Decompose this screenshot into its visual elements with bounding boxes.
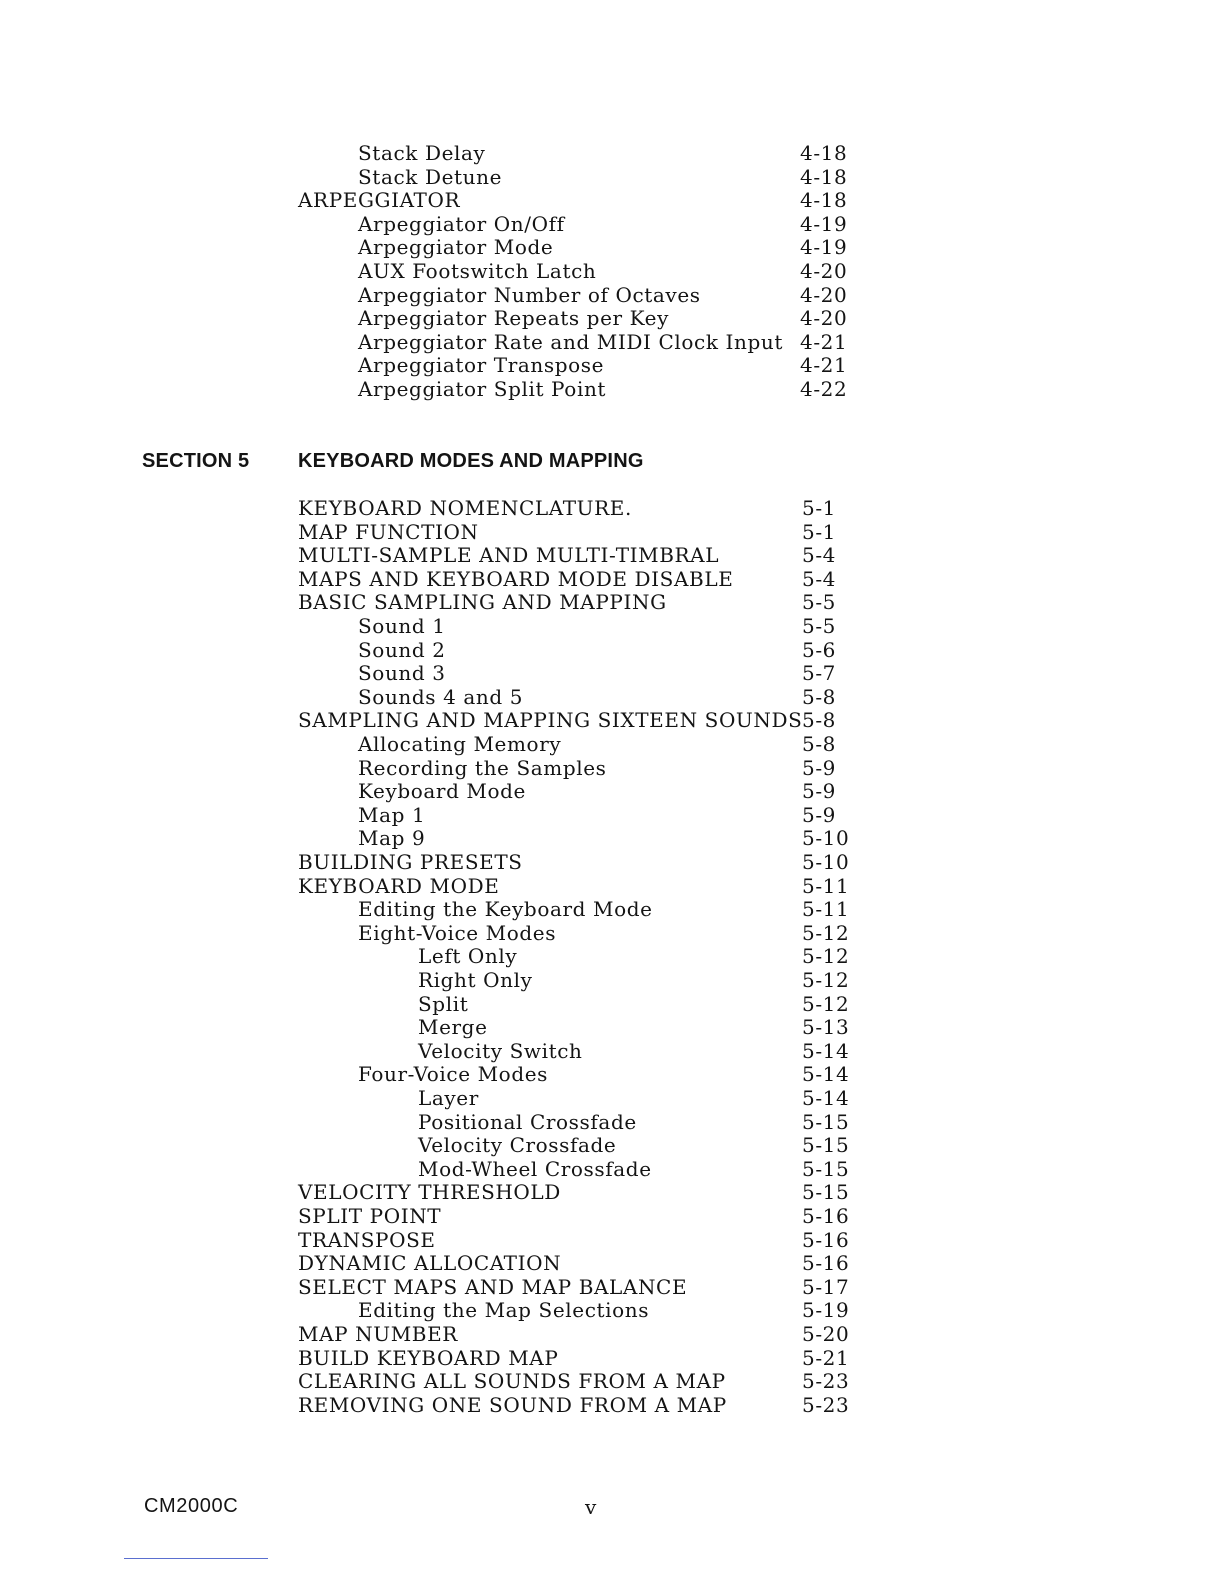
bottom-rule [124, 1558, 268, 1559]
toc-entry-title: SPLIT POINT [298, 1204, 442, 1228]
toc-entry-page: 5-4 [802, 543, 837, 568]
toc-entry-page: 5-4 [802, 566, 837, 591]
toc-entry-title: REMOVING ONE SOUND FROM A MAP [298, 1392, 727, 1417]
toc-entry-title: MAPS AND KEYBOARD MODE DISABLE [298, 566, 734, 591]
toc-entry-title: DYNAMIC ALLOCATION [298, 1251, 562, 1276]
toc-entry [358, 259, 900, 283]
toc-entry-title: CLEARING ALL SOUNDS FROM A MAP [298, 1369, 726, 1394]
toc-entry [358, 235, 900, 259]
toc-entry [358, 732, 900, 756]
toc-entry-title: Allocating Memory [358, 732, 562, 756]
toc-entry [298, 567, 900, 591]
toc-entry-title: Map 9 [358, 826, 426, 851]
toc-entry [358, 897, 900, 921]
toc-entry-title: Map 1 [358, 802, 426, 827]
toc-entry [418, 1110, 900, 1134]
toc-entry-title: MAP FUNCTION [298, 519, 479, 544]
toc-entry [418, 1015, 900, 1039]
toc-entry-page: 5-7 [802, 661, 837, 686]
toc-entry-page: 5-14 [802, 1062, 850, 1087]
footer-page-number: v [585, 1495, 597, 1519]
toc-entry-title: KEYBOARD MODE [298, 873, 500, 898]
toc-entry-page: 5-1 [802, 496, 837, 520]
toc-entry [298, 496, 900, 520]
toc-entry-page: 5-20 [802, 1322, 850, 1346]
toc-entry [298, 1228, 900, 1252]
toc-entry [298, 1322, 900, 1346]
toc-entry [298, 1204, 900, 1228]
toc-entry [298, 1180, 900, 1204]
toc-entry-page: 4-21 [800, 329, 848, 354]
toc-entry [358, 1298, 900, 1322]
toc-entry [298, 708, 900, 732]
toc-entry-title: Velocity Crossfade [418, 1133, 617, 1158]
toc-entry-page: 5-15 [802, 1109, 850, 1134]
toc-entry [418, 1086, 900, 1110]
toc-entry-title: TRANSPOSE [298, 1227, 436, 1252]
toc-entry-title: Positional Crossfade [418, 1109, 637, 1134]
toc-entry-page: 5-9 [802, 802, 837, 827]
toc-entry-title: Stack Delay [358, 141, 486, 165]
toc-entry-page: 5-6 [802, 637, 837, 662]
toc-entry [358, 803, 900, 827]
toc-entry-page: 4-19 [800, 211, 848, 236]
toc-entry [358, 165, 900, 189]
toc-entry-page: 4-18 [800, 141, 848, 165]
toc-entry [358, 756, 900, 780]
toc-entry-title: Arpeggiator On/Off [358, 211, 565, 236]
toc-entry-page: 5-9 [802, 755, 837, 780]
toc-entry-page: 5-16 [802, 1227, 850, 1252]
toc-entry-title: Arpeggiator Split Point [358, 377, 607, 401]
toc-entry-title: ARPEGGIATOR [298, 188, 461, 213]
toc-entry-title: Merge [418, 1015, 488, 1040]
toc-entry-title: Eight-Voice Modes [358, 920, 557, 945]
toc-entry-title: Keyboard Mode [358, 779, 526, 804]
toc-entry-title: Left Only [418, 944, 518, 969]
toc-entry-page: 5-12 [802, 920, 850, 945]
toc-entry-title: VELOCITY THRESHOLD [298, 1180, 561, 1205]
toc-entry [358, 826, 900, 850]
toc-entry-title: Editing the Map Selections [358, 1298, 650, 1323]
toc-entry-title: SELECT MAPS AND MAP BALANCE [298, 1274, 688, 1299]
toc-entry-page: 5-23 [802, 1369, 850, 1394]
toc-entry-title: BASIC SAMPLING AND MAPPING [298, 590, 667, 615]
toc-entry-title: Arpeggiator Transpose [358, 353, 605, 378]
toc-entry [418, 1039, 900, 1063]
toc-entry [358, 921, 900, 945]
toc-entry-page: 5-15 [802, 1180, 850, 1205]
toc-entry [358, 614, 900, 638]
toc-entry-title: Sound 1 [358, 614, 446, 638]
toc-entry-title: Arpeggiator Rate and MIDI Clock Input [358, 329, 783, 354]
toc-entry [418, 1157, 900, 1181]
toc-entry [358, 353, 900, 377]
toc-entry [298, 520, 900, 544]
toc-entry-page: 5-5 [802, 614, 837, 638]
toc-entry [418, 944, 900, 968]
toc-entry-page: 5-17 [802, 1274, 850, 1299]
toc-entry-page: 4-22 [800, 377, 848, 401]
toc-entry-title: BUILDING PRESETS [298, 850, 523, 874]
toc-entry-title: SAMPLING AND MAPPING SIXTEEN SOUNDS [298, 708, 803, 733]
toc-entry [358, 779, 900, 803]
toc-entry-title: Arpeggiator Number of Octaves [358, 282, 701, 307]
toc-entry-page: 5-8 [802, 708, 837, 733]
toc-entry-title: Right Only [418, 968, 533, 992]
toc-entry-title: Sound 3 [358, 661, 446, 686]
toc-entry-title: Layer [418, 1086, 479, 1110]
toc-entry-page: 5-10 [802, 826, 850, 851]
toc-entry-page: 5-8 [802, 684, 837, 709]
toc-entry [298, 1275, 900, 1299]
toc-entry-title: BUILD KEYBOARD MAP [298, 1345, 559, 1370]
toc-entry [358, 638, 900, 662]
toc-entry [418, 1133, 900, 1157]
toc-entry-title: MAP NUMBER [298, 1322, 458, 1346]
toc-entry [358, 212, 900, 236]
toc-entry-title: Arpeggiator Repeats per Key [358, 306, 669, 331]
toc-entry-page: 4-20 [800, 282, 848, 307]
toc-entry-page: 5-12 [802, 944, 850, 969]
toc-entry-title: Stack Detune [358, 164, 503, 189]
toc-entry [358, 685, 900, 709]
toc-entry [298, 1251, 900, 1275]
toc-entry [298, 1393, 900, 1417]
toc-entry-page: 4-20 [800, 259, 848, 283]
toc-entry-title: Sounds 4 and 5 [358, 684, 524, 709]
toc-entry-page: 4-19 [800, 235, 848, 260]
toc-entry-page: 5-8 [802, 732, 837, 756]
toc-entry [298, 1369, 900, 1393]
toc-entry-page: 5-14 [802, 1086, 850, 1110]
toc-entry-page: 4-21 [800, 353, 848, 378]
toc-entry [298, 850, 900, 874]
toc-entry-page: 5-15 [802, 1156, 850, 1181]
toc-entry-page: 5-16 [802, 1204, 850, 1228]
toc-entry-page: 4-18 [800, 188, 848, 213]
toc-entry-page: 5-14 [802, 1038, 850, 1063]
toc-entry-title: KEYBOARD NOMENCLATURE. [298, 496, 632, 520]
toc-entry [358, 661, 900, 685]
toc-entry-page: 5-19 [802, 1298, 850, 1323]
toc-entry-page: 5-16 [802, 1251, 850, 1276]
toc-entry [298, 1346, 900, 1370]
toc-entry [358, 330, 900, 354]
toc-entry-page: 4-20 [800, 306, 848, 331]
toc-entry-page: 5-11 [802, 873, 850, 898]
toc-entry-page: 4-18 [800, 164, 848, 189]
toc-entry-page: 5-23 [802, 1392, 850, 1417]
toc-entry-page: 5-9 [802, 779, 837, 804]
toc-entry [358, 141, 900, 165]
toc-entry-title: Split [418, 991, 469, 1016]
toc-entry [298, 188, 900, 212]
toc-entry [358, 1062, 900, 1086]
toc-entry-page: 5-12 [802, 968, 850, 992]
toc-entry [358, 306, 900, 330]
section-title: KEYBOARD MODES AND MAPPING [298, 450, 644, 472]
footer-doc-id: CM2000C [144, 1495, 239, 1517]
toc-entry-title: Editing the Keyboard Mode [358, 897, 653, 922]
toc-entry-page: 5-1 [802, 519, 837, 544]
toc-entry-page: 5-5 [802, 590, 837, 615]
toc-entry [418, 992, 900, 1016]
toc-entry [298, 543, 900, 567]
toc-entry-page: 5-15 [802, 1133, 850, 1158]
toc-entry-page: 5-13 [802, 1015, 850, 1040]
toc-entry [298, 590, 900, 614]
toc-entry-title: AUX Footswitch Latch [358, 259, 597, 283]
toc-entry-title: Recording the Samples [358, 755, 607, 780]
toc-entry-page: 5-12 [802, 991, 850, 1016]
toc-entry-title: Arpeggiator Mode [358, 235, 554, 260]
toc-entry [358, 377, 900, 401]
toc-entry-page: 5-11 [802, 897, 850, 922]
toc-entry-page: 5-21 [802, 1345, 850, 1370]
toc-entry-title: MULTI-SAMPLE AND MULTI-TIMBRAL [298, 543, 720, 568]
toc-entry [298, 874, 900, 898]
toc-entry-title: Mod-Wheel Crossfade [418, 1156, 652, 1181]
toc-entry [418, 968, 900, 992]
toc-entry-title: Four-Voice Modes [358, 1062, 549, 1087]
toc-entry-title: Sound 2 [358, 637, 446, 662]
section-label: SECTION 5 [142, 450, 250, 472]
toc-entry-title: Velocity Switch [418, 1038, 583, 1063]
toc-entry [358, 283, 900, 307]
toc-entry-page: 5-10 [802, 850, 850, 874]
